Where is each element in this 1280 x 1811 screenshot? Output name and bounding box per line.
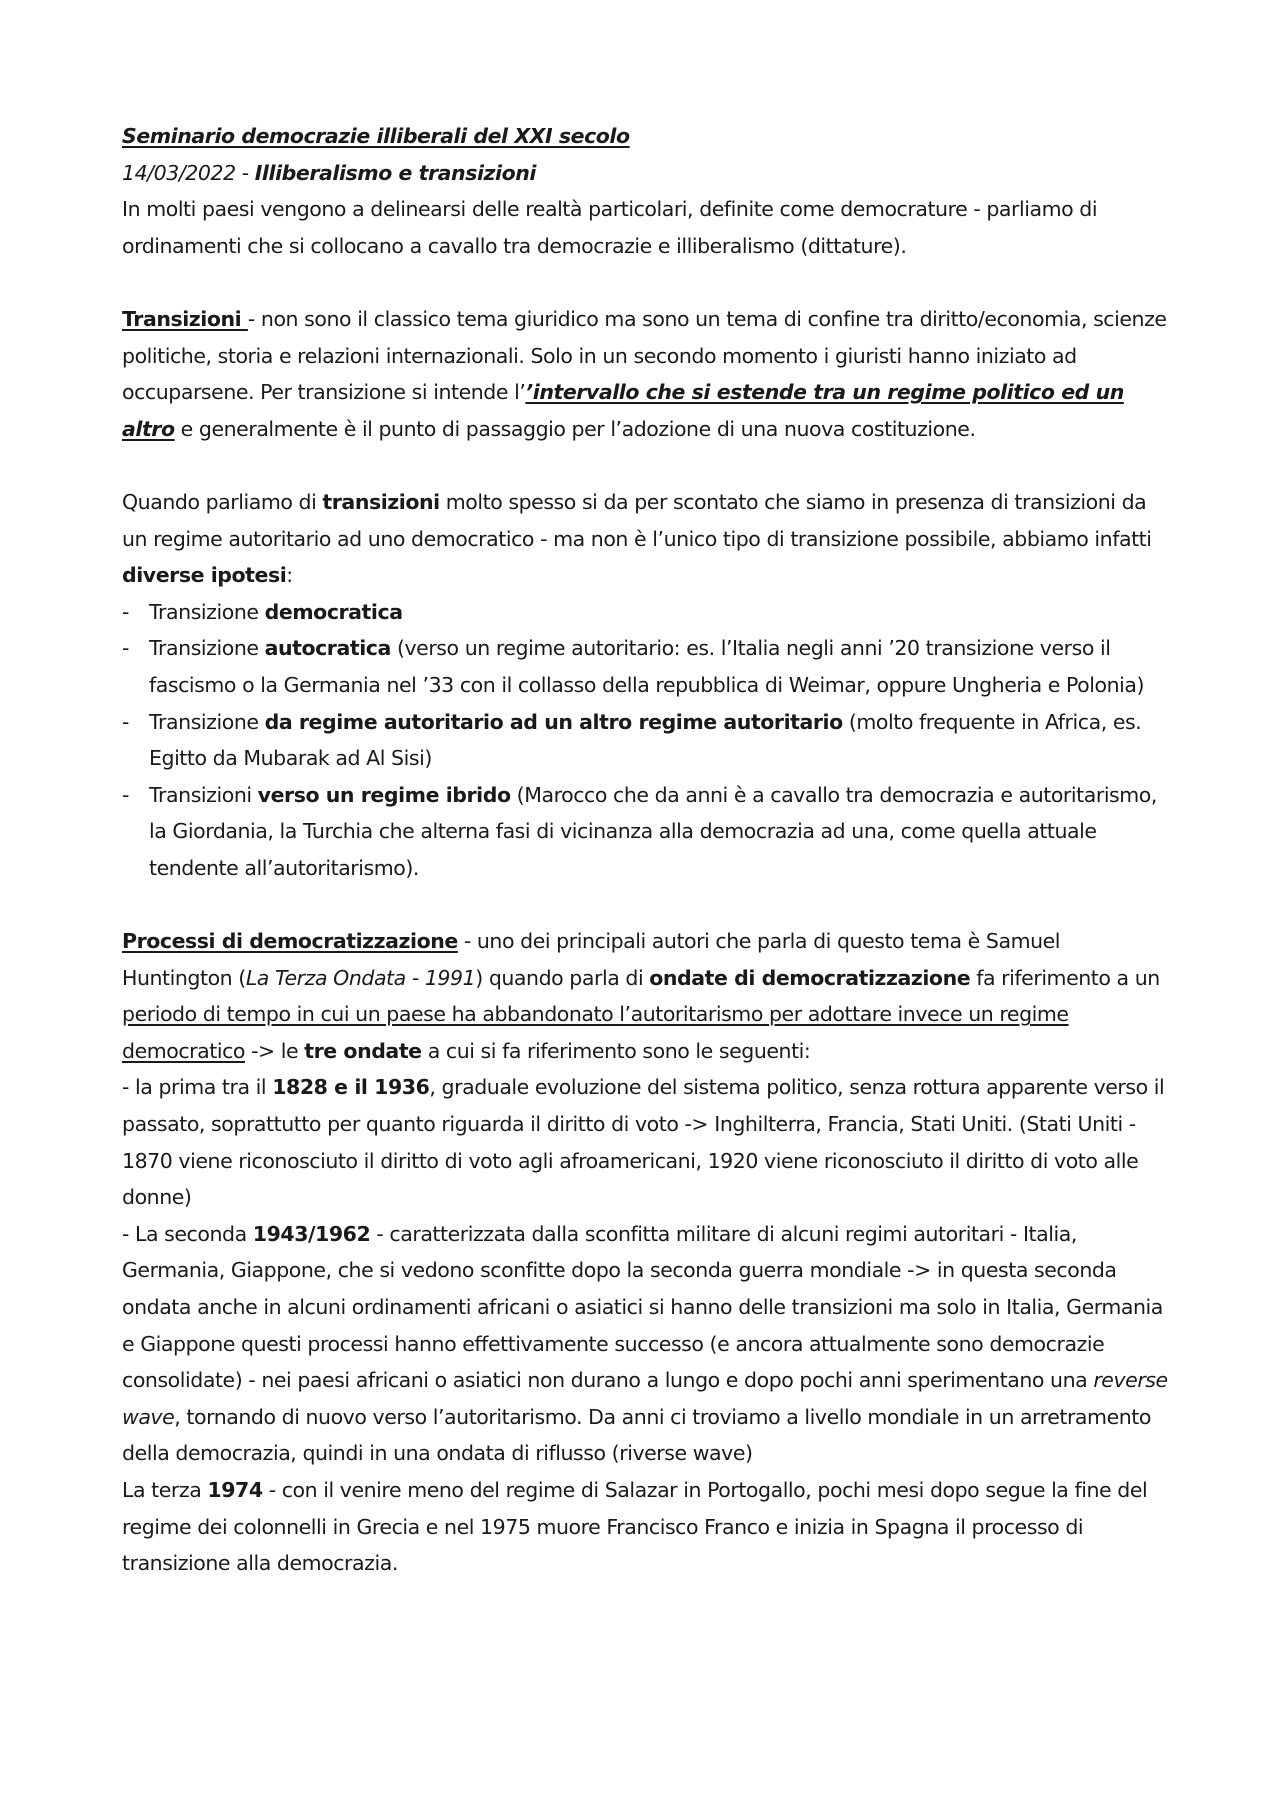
list-item: - Transizione democratica xyxy=(122,594,1172,631)
types-paragraph: Quando parliamo di transizioni molto spesso si da per scontato che siamo in presenza di transizioni da un regime autoritario ad uno democratico - ma non è l’unico tipo di transizione possibile, abbiamo infatti diverse ipotesi: xyxy=(122,489,1152,588)
lecture-date: 14/03/2022 xyxy=(122,160,236,185)
transizioni-heading: Transizioni xyxy=(122,306,248,331)
document-title: Seminario democrazie illiberali del XXI secolo xyxy=(122,124,630,148)
third-wave: La terza 1974 - con il venire meno del regime di Salazar in Portogallo, pochi mesi dopo segue la fine del regime dei colonnelli in Grecia e nel 1975 muore Francisco Franco e inizia in Spagna il processo di transizione alla democrazia. xyxy=(122,1477,1148,1576)
transizioni-paragraph: Transizioni - non sono il classico tema giuridico ma sono un tema di confine tra diritto/economia, scienze politiche, storia e relazioni internazionali. Solo in un secondo momento i giuristi hanno iniziato ad occuparsene. Per transizione si intende l’’intervallo che si estende tra un regime politico ed un altro e generalmente è il punto di passaggio per l’adozione di una nuova costituzione. xyxy=(122,306,1167,441)
lecture-topic: Illiberalismo e transizioni xyxy=(254,160,536,185)
processi-heading: Processi di democratizzazione xyxy=(122,929,458,954)
dash-bullet: - xyxy=(122,782,129,807)
book-title: La Terza Ondata - 1991 xyxy=(245,965,476,990)
list-item: - Transizioni verso un regime ibrido (Marocco che da anni è a cavallo tra democrazia e autoritarismo, la Giordania, la Turchia che alterna fasi di vicinanza alla democrazia ad una, come quella attuale tendente all’autoritarismo). xyxy=(122,777,1172,887)
intro-paragraph: In molti paesi vengono a delinearsi delle realtà particolari, definite come democrature - parliamo di ordinamenti che si collocano a cavallo tra democrazie e illiberalismo (dittature). xyxy=(122,197,1098,258)
first-wave: - la prima tra il 1828 e il 1936, graduale evoluzione del sistema politico, senza rottura apparente verso il passato, soprattutto per quanto riguarda il diritto di voto -> Inghilterra, Francia, Stati Uniti. (Stati Uniti - 1870 viene riconosciuto il diritto di voto agli afroamericani, 1920 viene riconosciuto il diritto di voto alle donne) xyxy=(122,1075,1165,1210)
dash-bullet: - xyxy=(122,636,129,661)
spacer xyxy=(122,264,1172,301)
spacer xyxy=(122,447,1172,484)
transizione-definition: ’intervallo che si estende tra un regime politico ed un altro xyxy=(122,380,1124,441)
list-item: - Transizione autocratica (verso un regime autoritario: es. l’Italia negli anni ’20 transizione verso il fascismo o la Germania nel ’33 con il collasso della repubblica di Weimar, oppure Ungheria e Polonia) xyxy=(122,630,1172,703)
underlined-definition: periodo di tempo in cui un paese ha abbandonato l’autoritarismo per adottare invece un regime democratico xyxy=(122,1002,1069,1063)
date-line: 14/03/2022 - Illiberalismo e transizioni xyxy=(122,160,536,185)
document-page xyxy=(122,118,1172,1582)
second-wave: - La seconda 1943/1962 - caratterizzata dalla sconfitta militare di alcuni regimi autoritari - Italia, Germania, Giappone, che si vedono sconfitte dopo la seconda guerra mondiale -> in questa seconda ondata anche in alcuni ordinamenti africani o asiatici si hanno delle transizioni ma solo in Italia, Germania e Giappone questi processi hanno effettivamente successo (e ancora attualmente sono democrazie consolidate) - nei paesi africani o asiatici non durano a lungo e dopo pochi anni sperimentano una reverse wave, tornando di nuovo verso l’autoritarismo. Da anni ci troviamo a livello mondiale in un arretramento della democrazia, quindi in una ondata di riflusso (riverse wave) xyxy=(122,1221,1168,1466)
spacer xyxy=(122,886,1172,923)
list-item: - Transizione da regime autoritario ad un altro regime autoritario (molto frequente in Africa, es. Egitto da Mubarak ad Al Sisi) xyxy=(122,704,1172,777)
transition-types-list xyxy=(122,594,1172,887)
dash-bullet: - xyxy=(122,599,129,624)
processi-paragraph: Processi di democratizzazione - uno dei principali autori che parla di questo tema è Samuel Huntington (La Terza Ondata - 1991) quando parla di ondate di democratizzazione fa riferimento a un periodo di tempo in cui un paese ha abbandonato l’autoritarismo per adottare invece un regime democratico -> le tre ondate a cui si fa riferimento sono le seguenti: xyxy=(122,929,1160,1063)
dash-bullet: - xyxy=(122,709,129,734)
